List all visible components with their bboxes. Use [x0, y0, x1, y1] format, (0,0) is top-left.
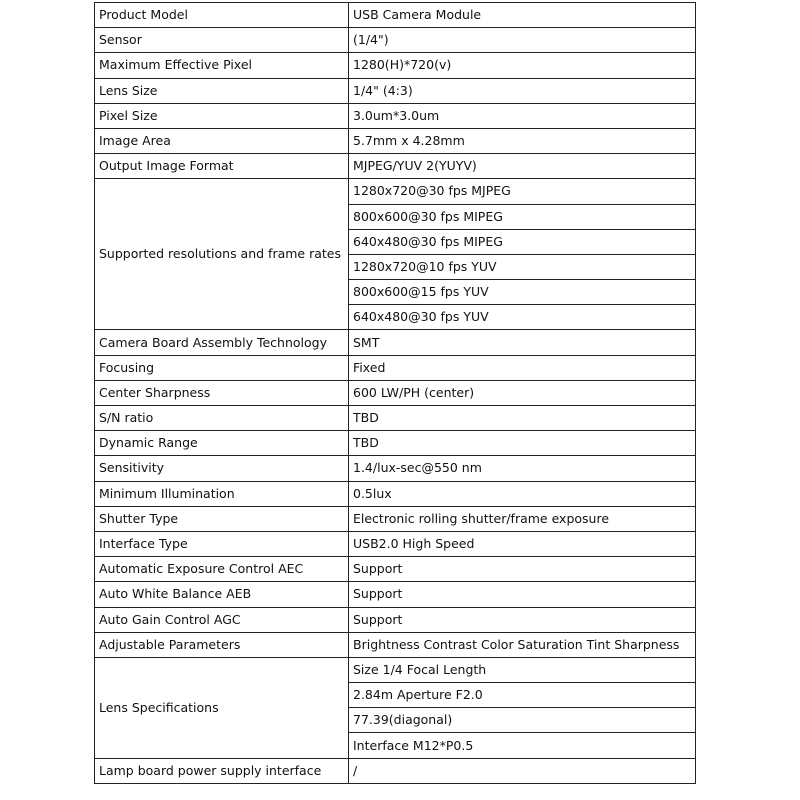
table-row: [95, 481, 696, 506]
spec-label: Output Image Format: [95, 154, 349, 179]
table-row: [95, 657, 696, 682]
table-row: [95, 607, 696, 632]
table-row: [95, 154, 696, 179]
spec-value: Support: [349, 607, 696, 632]
table-row: [95, 28, 696, 53]
spec-value: 3.0um*3.0um: [349, 103, 696, 128]
spec-value: (1/4"): [349, 28, 696, 53]
table-row: [95, 78, 696, 103]
spec-label: S/N ratio: [95, 406, 349, 431]
spec-label: Maximum Effective Pixel: [95, 53, 349, 78]
table-row: [95, 758, 696, 783]
spec-value: 1280(H)*720(v): [349, 53, 696, 78]
spec-value: Support: [349, 557, 696, 582]
spec-value: Support: [349, 582, 696, 607]
spec-label: Interface Type: [95, 531, 349, 556]
spec-value: 1280x720@30 fps MJPEG: [349, 179, 696, 204]
spec-value: 800x600@30 fps MIPEG: [349, 204, 696, 229]
spec-value: Interface M12*P0.5: [349, 733, 696, 758]
spec-value: 600 LW/PH (center): [349, 380, 696, 405]
table-row: [95, 53, 696, 78]
table-row: [95, 330, 696, 355]
spec-value: 77.39(diagonal): [349, 708, 696, 733]
spec-label: Auto White Balance AEB: [95, 582, 349, 607]
spec-value: TBD: [349, 431, 696, 456]
spec-value: USB2.0 High Speed: [349, 531, 696, 556]
table-row: [95, 128, 696, 153]
spec-label: Shutter Type: [95, 506, 349, 531]
spec-value: /: [349, 758, 696, 783]
table-row: [95, 355, 696, 380]
spec-value: USB Camera Module: [349, 3, 696, 28]
spec-value: 5.7mm x 4.28mm: [349, 128, 696, 153]
spec-value: MJPEG/YUV 2(YUYV): [349, 154, 696, 179]
spec-value: TBD: [349, 406, 696, 431]
spec-label: Lamp board power supply interface: [95, 758, 349, 783]
spec-value: 640x480@30 fps MIPEG: [349, 229, 696, 254]
spec-value: 1.4/lux-sec@550 nm: [349, 456, 696, 481]
spec-value: Brightness Contrast Color Saturation Tint Sharpness: [349, 632, 696, 657]
spec-value: Electronic rolling shutter/frame exposure: [349, 506, 696, 531]
table-row: [95, 582, 696, 607]
spec-value: Size 1/4 Focal Length: [349, 657, 696, 682]
table-row: [95, 380, 696, 405]
spec-value: 640x480@30 fps YUV: [349, 305, 696, 330]
spec-value: 0.5lux: [349, 481, 696, 506]
table-row: [95, 456, 696, 481]
spec-table: [94, 2, 696, 784]
spec-table-body: [95, 3, 696, 784]
spec-label: Automatic Exposure Control AEC: [95, 557, 349, 582]
table-row: [95, 506, 696, 531]
spec-value: 1280x720@10 fps YUV: [349, 254, 696, 279]
table-row: [95, 431, 696, 456]
spec-value: SMT: [349, 330, 696, 355]
spec-label: Pixel Size: [95, 103, 349, 128]
table-row: [95, 179, 696, 204]
spec-label: Dynamic Range: [95, 431, 349, 456]
table-row: [95, 3, 696, 28]
table-row: [95, 557, 696, 582]
spec-label: Center Sharpness: [95, 380, 349, 405]
spec-label: Auto Gain Control AGC: [95, 607, 349, 632]
spec-label: Camera Board Assembly Technology: [95, 330, 349, 355]
spec-label: Sensor: [95, 28, 349, 53]
spec-value: 800x600@15 fps YUV: [349, 280, 696, 305]
spec-label: Lens Specifications: [95, 657, 349, 758]
spec-value: 2.84m Aperture F2.0: [349, 683, 696, 708]
table-row: [95, 406, 696, 431]
spec-value: Fixed: [349, 355, 696, 380]
table-row: [95, 531, 696, 556]
spec-label: Image Area: [95, 128, 349, 153]
spec-label: Adjustable Parameters: [95, 632, 349, 657]
table-row: [95, 103, 696, 128]
spec-label: Supported resolutions and frame rates: [95, 179, 349, 330]
spec-label: Lens Size: [95, 78, 349, 103]
spec-label: Focusing: [95, 355, 349, 380]
table-row: [95, 632, 696, 657]
spec-label: Sensitivity: [95, 456, 349, 481]
spec-label: Minimum Illumination: [95, 481, 349, 506]
spec-value: 1/4" (4:3): [349, 78, 696, 103]
spec-label: Product Model: [95, 3, 349, 28]
